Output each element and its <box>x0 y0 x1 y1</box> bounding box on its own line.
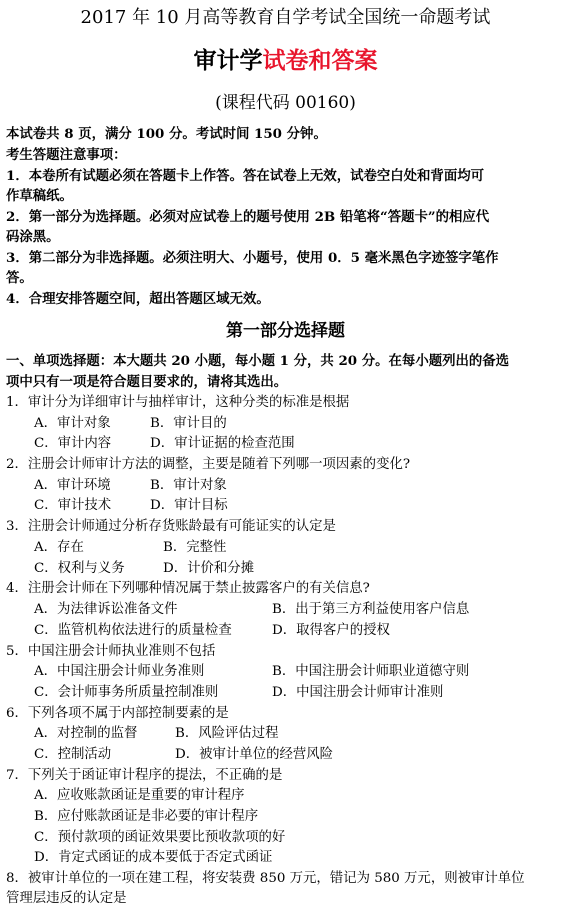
notice-item-4: 4．合理安排答题空间，超出答题区域无效。 <box>6 291 270 307</box>
subject-suffix: 试卷和答案 <box>262 47 378 74</box>
option-c: C．预付款项的函证效果要比预收款项的好 <box>34 830 286 845</box>
section-title: 第一部分选择题 <box>226 321 345 341</box>
option-d: D．中国注册会计师审计准则 <box>272 685 444 700</box>
subject-name: 审计学 <box>193 47 263 74</box>
course-code: (课程代码 00160) <box>215 93 356 113</box>
question-stem: 2．注册会计师审计方法的调整，主要是随着下列哪一项因素的变化? <box>6 457 411 472</box>
option-d: D．审计目标 <box>150 498 228 513</box>
notice-item-1-line-1: 1．本卷所有试题必须在答题卡上作答。答在试卷上无效，试卷空白处和背面均可 <box>6 168 484 184</box>
option-b: B．审计对象 <box>150 478 227 493</box>
option-b: B．应付账款函证是非必要的审计程序 <box>34 809 259 824</box>
notice-item-3-line-2: 答。 <box>6 270 33 286</box>
option-c: C．审计内容 <box>34 436 112 451</box>
option-a: A．中国注册会计师业务准则 <box>34 664 205 679</box>
option-d: D．审计证据的检查范围 <box>150 436 295 451</box>
option-c: C．会计师事务所质量控制准则 <box>34 685 219 700</box>
notice-item-2-line-2: 码涂黑。 <box>6 229 60 245</box>
option-c: C．控制活动 <box>34 747 112 762</box>
option-b: B．风险评估过程 <box>175 726 279 741</box>
question-stem: 5．中国注册会计师执业准则不包括 <box>6 644 216 659</box>
option-a: A．存在 <box>34 540 84 555</box>
option-a: A．为法律诉讼准备文件 <box>34 602 178 617</box>
section-desc-line-2: 项中只有一项是符合题目要求的，请将其选出。 <box>6 374 288 390</box>
option-a: A．应收账款函证是重要的审计程序 <box>34 788 245 803</box>
option-d: D．被审计单位的经营风险 <box>175 747 334 762</box>
option-c: C．监管机构依法进行的质量检查 <box>34 623 232 638</box>
question-stem: 6．下列各项不属于内部控制要素的是 <box>6 706 229 721</box>
option-b: B．完整性 <box>163 540 227 555</box>
subject-title <box>0 46 571 76</box>
question-stem: 7．下列关于函证审计程序的提法，不正确的是 <box>6 768 283 783</box>
option-d: D．肯定式函证的成本要低于否定式函证 <box>34 850 273 865</box>
exam-title: 2017 年 10 月高等教育自学考试全国统一命题考试 <box>80 7 491 28</box>
option-b: B．出于第三方利益使用客户信息 <box>272 602 470 617</box>
exam-intro: 本试卷共 8 页，满分 100 分。考试时间 150 分钟。 <box>6 126 327 142</box>
notice-title: 考生答题注意事项： <box>6 147 127 163</box>
question-stem: 4．注册会计师在下列哪种情况属于禁止披露客户的有关信息? <box>6 581 370 596</box>
option-b: B．中国注册会计师职业道德守则 <box>272 664 470 679</box>
notice-item-2-line-1: 2．第一部分为选择题。必须对应试卷上的题号使用 2B 铅笔将“答题卡”的相应代 <box>6 209 490 225</box>
option-a: A．审计对象 <box>34 416 111 431</box>
option-c: C．审计技术 <box>34 498 112 513</box>
option-d: D．计价和分摊 <box>163 561 255 576</box>
question-stem: 8．被审计单位的一项在建工程，将安装费 850 万元，错记为 580 万元，则被审计单位 <box>6 871 525 886</box>
option-a: A．审计环境 <box>34 478 111 493</box>
question-stem: 1．审计分为详细审计与抽样审计，这种分类的标准是根据 <box>6 395 350 410</box>
question-stem-continued: 管理层违反的认定是 <box>6 891 127 906</box>
option-b: B．审计目的 <box>150 416 227 431</box>
option-c: C．权利与义务 <box>34 561 125 576</box>
question-stem: 3．注册会计师通过分析存货账龄最有可能证实的认定是 <box>6 519 336 534</box>
option-d: D．取得客户的授权 <box>272 623 390 638</box>
section-desc-line-1: 一、单项选择题：本大题共 20 小题，每小题 1 分，共 20 分。在每小题列出的备选 <box>6 353 510 369</box>
option-a: A．对控制的监督 <box>34 726 138 741</box>
notice-item-1-line-2: 作草稿纸。 <box>6 188 73 204</box>
notice-item-3-line-1: 3．第二部分为非选择题。必须注明大、小题号，使用 0．5 毫米黑色字迹签字笔作 <box>6 250 499 266</box>
